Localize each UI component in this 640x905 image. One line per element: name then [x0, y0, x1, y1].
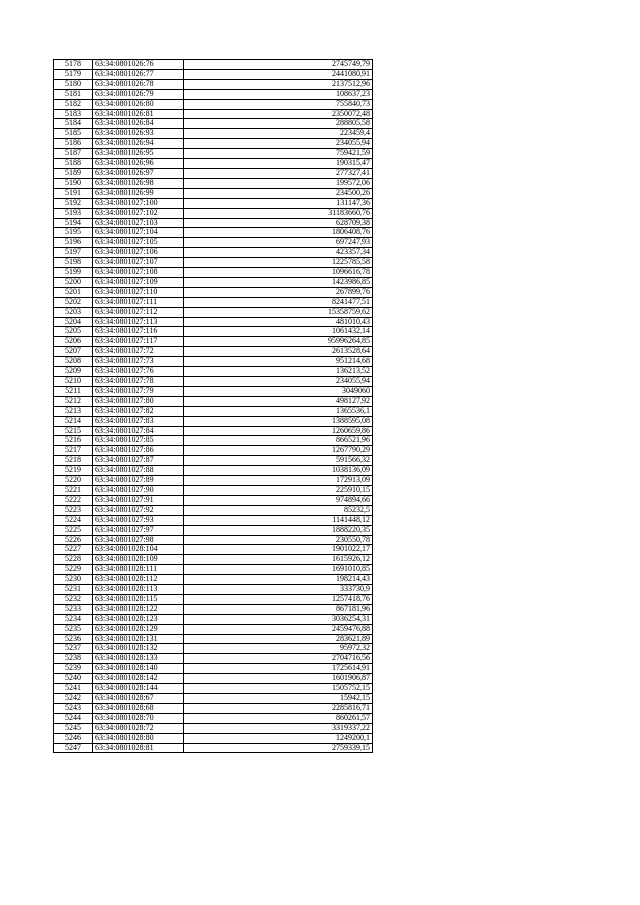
cadastral-number: 63:34:0801026:93	[93, 129, 184, 139]
row-number: 5212	[54, 396, 93, 406]
cadastral-value: 1225785,58	[184, 258, 373, 268]
cadastral-number: 63:34:0801026:98	[93, 178, 184, 188]
table-row	[54, 357, 373, 367]
table-row	[54, 733, 373, 743]
cadastral-number: 63:34:0801027:104	[93, 228, 184, 238]
row-number: 5221	[54, 485, 93, 495]
row-number: 5226	[54, 535, 93, 545]
cadastral-number: 63:34:0801026:99	[93, 188, 184, 198]
cadastral-value: 2759339,15	[184, 743, 373, 753]
cadastral-value: 2137512,96	[184, 79, 373, 89]
cadastral-number: 63:34:0801027:113	[93, 317, 184, 327]
row-number: 5207	[54, 347, 93, 357]
cadastral-value: 860261,57	[184, 713, 373, 723]
cadastral-number: 63:34:0801027:90	[93, 485, 184, 495]
cadastral-number: 63:34:0801028:104	[93, 545, 184, 555]
row-number: 5186	[54, 139, 93, 149]
cadastral-number: 63:34:0801026:79	[93, 89, 184, 99]
table-row	[54, 416, 373, 426]
cadastral-value: 1249200,1	[184, 733, 373, 743]
cadastral-number: 63:34:0801026:78	[93, 79, 184, 89]
cadastral-number: 63:34:0801027:87	[93, 456, 184, 466]
cadastral-number: 63:34:0801027:107	[93, 258, 184, 268]
table-row	[54, 594, 373, 604]
table-row	[54, 119, 373, 129]
table-row	[54, 149, 373, 159]
row-number: 5181	[54, 89, 93, 99]
table-body	[54, 60, 373, 753]
row-number: 5246	[54, 733, 93, 743]
cadastral-value: 234055,94	[184, 377, 373, 387]
table-row	[54, 535, 373, 545]
table-row	[54, 258, 373, 268]
cadastral-number: 63:34:0801028:70	[93, 713, 184, 723]
row-number: 5196	[54, 238, 93, 248]
cadastral-value: 277327,41	[184, 168, 373, 178]
row-number: 5224	[54, 515, 93, 525]
table-row	[54, 575, 373, 585]
row-number: 5239	[54, 664, 93, 674]
table-row	[54, 248, 373, 258]
cadastral-value: 190315,47	[184, 159, 373, 169]
row-number: 5247	[54, 743, 93, 753]
table-row	[54, 614, 373, 624]
row-number: 5200	[54, 277, 93, 287]
cadastral-value: 2704716,56	[184, 654, 373, 664]
row-number: 5230	[54, 575, 93, 585]
cadastral-value: 2459476,88	[184, 624, 373, 634]
row-number: 5178	[54, 60, 93, 70]
table-row	[54, 287, 373, 297]
row-number: 5197	[54, 248, 93, 258]
row-number: 5191	[54, 188, 93, 198]
table-row	[54, 694, 373, 704]
cadastral-number: 63:34:0801028:142	[93, 674, 184, 684]
row-number: 5206	[54, 337, 93, 347]
cadastral-value: 333730,9	[184, 585, 373, 595]
table-row	[54, 228, 373, 238]
cadastral-value: 131147,36	[184, 198, 373, 208]
table-row	[54, 178, 373, 188]
cadastral-value: 1601906,87	[184, 674, 373, 684]
cadastral-value: 95972,32	[184, 644, 373, 654]
row-number: 5218	[54, 456, 93, 466]
cadastral-number: 63:34:0801028:67	[93, 694, 184, 704]
cadastral-value: 423357,34	[184, 248, 373, 258]
table-row	[54, 139, 373, 149]
cadastral-number: 63:34:0801028:144	[93, 684, 184, 694]
cadastral-value: 3319337,22	[184, 723, 373, 733]
cadastral-number: 63:34:0801026:96	[93, 159, 184, 169]
row-number: 5237	[54, 644, 93, 654]
cadastral-number: 63:34:0801027:80	[93, 396, 184, 406]
table-row	[54, 208, 373, 218]
cadastral-number: 63:34:0801028:111	[93, 565, 184, 575]
table-row	[54, 367, 373, 377]
row-number: 5199	[54, 268, 93, 278]
cadastral-value: 199572,06	[184, 178, 373, 188]
row-number: 5235	[54, 624, 93, 634]
cadastral-number: 63:34:0801028:115	[93, 594, 184, 604]
table-row	[54, 89, 373, 99]
cadastral-value: 283621,89	[184, 634, 373, 644]
cadastral-value: 628709,38	[184, 218, 373, 228]
row-number: 5241	[54, 684, 93, 694]
cadastral-value: 866521,96	[184, 436, 373, 446]
table-row	[54, 327, 373, 337]
table-row	[54, 684, 373, 694]
cadastral-number: 63:34:0801027:84	[93, 426, 184, 436]
table-row	[54, 644, 373, 654]
cadastral-value: 3036254,31	[184, 614, 373, 624]
row-number: 5182	[54, 99, 93, 109]
cadastral-value: 31183660,76	[184, 208, 373, 218]
cadastral-value: 85232,5	[184, 505, 373, 515]
row-number: 5202	[54, 297, 93, 307]
cadastral-value: 1806408,76	[184, 228, 373, 238]
cadastral-number: 63:34:0801027:116	[93, 327, 184, 337]
cadastral-value: 1267790,29	[184, 446, 373, 456]
row-number: 5216	[54, 436, 93, 446]
cadastral-value: 288805,58	[184, 119, 373, 129]
cadastral-value: 2350072,48	[184, 109, 373, 119]
row-number: 5179	[54, 69, 93, 79]
cadastral-number: 63:34:0801027:97	[93, 525, 184, 535]
table-row	[54, 406, 373, 416]
table-row	[54, 79, 373, 89]
row-number: 5231	[54, 585, 93, 595]
table-row	[54, 654, 373, 664]
cadastral-number: 63:34:0801028:68	[93, 703, 184, 713]
table-row	[54, 466, 373, 476]
cadastral-number: 63:34:0801026:84	[93, 119, 184, 129]
table-row	[54, 723, 373, 733]
cadastral-number: 63:34:0801027:112	[93, 307, 184, 317]
table-row	[54, 60, 373, 70]
cadastral-number: 63:34:0801027:88	[93, 466, 184, 476]
table-row	[54, 168, 373, 178]
cadastral-value: 15942,15	[184, 694, 373, 704]
cadastral-number: 63:34:0801028:133	[93, 654, 184, 664]
table-row	[54, 505, 373, 515]
cadastral-number: 63:34:0801028:132	[93, 644, 184, 654]
cadastral-number: 63:34:0801028:113	[93, 585, 184, 595]
cadastral-number: 63:34:0801027:93	[93, 515, 184, 525]
cadastral-number: 63:34:0801027:109	[93, 277, 184, 287]
cadastral-value: 234500,26	[184, 188, 373, 198]
cadastral-value: 3049060	[184, 386, 373, 396]
cadastral-value: 234055,94	[184, 139, 373, 149]
cadastral-number: 63:34:0801027:108	[93, 268, 184, 278]
cadastral-number: 63:34:0801027:98	[93, 535, 184, 545]
row-number: 5229	[54, 565, 93, 575]
row-number: 5208	[54, 357, 93, 367]
cadastral-value: 267899,76	[184, 287, 373, 297]
table-row	[54, 377, 373, 387]
cadastral-value: 198214,43	[184, 575, 373, 585]
table-row	[54, 515, 373, 525]
cadastral-number: 63:34:0801027:102	[93, 208, 184, 218]
cadastral-number: 63:34:0801027:92	[93, 505, 184, 515]
cadastral-number: 63:34:0801028:80	[93, 733, 184, 743]
cadastral-value: 1257418,76	[184, 594, 373, 604]
row-number: 5234	[54, 614, 93, 624]
cadastral-value: 1260659,86	[184, 426, 373, 436]
table-row	[54, 109, 373, 119]
row-number: 5214	[54, 416, 93, 426]
row-number: 5210	[54, 377, 93, 387]
cadastral-value: 1725614,91	[184, 664, 373, 674]
cadastral-value: 136213,52	[184, 367, 373, 377]
cadastral-value: 225910,15	[184, 485, 373, 495]
cadastral-value: 172913,09	[184, 476, 373, 486]
table-row	[54, 159, 373, 169]
cadastral-table	[53, 59, 373, 753]
table-row	[54, 743, 373, 753]
row-number: 5222	[54, 495, 93, 505]
cadastral-value: 2285816,71	[184, 703, 373, 713]
cadastral-number: 63:34:0801028:112	[93, 575, 184, 585]
table-row	[54, 585, 373, 595]
cadastral-number: 63:34:0801027:106	[93, 248, 184, 258]
row-number: 5236	[54, 634, 93, 644]
row-number: 5220	[54, 476, 93, 486]
table-row	[54, 565, 373, 575]
table-row	[54, 495, 373, 505]
table-row	[54, 485, 373, 495]
table-row	[54, 218, 373, 228]
row-number: 5242	[54, 694, 93, 704]
row-number: 5203	[54, 307, 93, 317]
cadastral-number: 63:34:0801027:86	[93, 446, 184, 456]
cadastral-value: 15358759,62	[184, 307, 373, 317]
row-number: 5213	[54, 406, 93, 416]
table-row	[54, 347, 373, 357]
table-row	[54, 99, 373, 109]
row-number: 5184	[54, 119, 93, 129]
cadastral-value: 481010,43	[184, 317, 373, 327]
row-number: 5219	[54, 466, 93, 476]
cadastral-value: 230550,78	[184, 535, 373, 545]
row-number: 5198	[54, 258, 93, 268]
cadastral-value: 1388595,08	[184, 416, 373, 426]
cadastral-number: 63:34:0801027:83	[93, 416, 184, 426]
cadastral-value: 108637,23	[184, 89, 373, 99]
table-row	[54, 307, 373, 317]
cadastral-number: 63:34:0801028:131	[93, 634, 184, 644]
row-number: 5189	[54, 168, 93, 178]
cadastral-number: 63:34:0801027:103	[93, 218, 184, 228]
table-row	[54, 674, 373, 684]
cadastral-value: 1901022,17	[184, 545, 373, 555]
table-row	[54, 555, 373, 565]
row-number: 5211	[54, 386, 93, 396]
cadastral-value: 2613528,64	[184, 347, 373, 357]
table-row	[54, 634, 373, 644]
cadastral-value: 1888220,35	[184, 525, 373, 535]
table-row	[54, 129, 373, 139]
cadastral-number: 63:34:0801027:105	[93, 238, 184, 248]
cadastral-number: 63:34:0801027:79	[93, 386, 184, 396]
row-number: 5238	[54, 654, 93, 664]
row-number: 5225	[54, 525, 93, 535]
cadastral-value: 2441080,91	[184, 69, 373, 79]
table-row	[54, 624, 373, 634]
table-row	[54, 69, 373, 79]
cadastral-value: 223459,4	[184, 129, 373, 139]
cadastral-number: 63:34:0801027:72	[93, 347, 184, 357]
cadastral-value: 1141448,12	[184, 515, 373, 525]
cadastral-number: 63:34:0801028:123	[93, 614, 184, 624]
cadastral-value: 1038136,09	[184, 466, 373, 476]
row-number: 5180	[54, 79, 93, 89]
row-number: 5194	[54, 218, 93, 228]
cadastral-number: 63:34:0801026:97	[93, 168, 184, 178]
cadastral-value: 498127,92	[184, 396, 373, 406]
cadastral-number: 63:34:0801028:109	[93, 555, 184, 565]
row-number: 5227	[54, 545, 93, 555]
table-row	[54, 337, 373, 347]
cadastral-value: 755840,73	[184, 99, 373, 109]
cadastral-number: 63:34:0801026:80	[93, 99, 184, 109]
cadastral-value: 1691010,85	[184, 565, 373, 575]
row-number: 5185	[54, 129, 93, 139]
row-number: 5188	[54, 159, 93, 169]
cadastral-value: 759421,59	[184, 149, 373, 159]
table-row	[54, 268, 373, 278]
cadastral-number: 63:34:0801027:82	[93, 406, 184, 416]
table-row	[54, 525, 373, 535]
table-row	[54, 703, 373, 713]
cadastral-number: 63:34:0801027:117	[93, 337, 184, 347]
table-row	[54, 446, 373, 456]
row-number: 5201	[54, 287, 93, 297]
row-number: 5209	[54, 367, 93, 377]
cadastral-number: 63:34:0801028:122	[93, 604, 184, 614]
row-number: 5204	[54, 317, 93, 327]
row-number: 5193	[54, 208, 93, 218]
table-row	[54, 436, 373, 446]
row-number: 5245	[54, 723, 93, 733]
row-number: 5243	[54, 703, 93, 713]
cadastral-value: 951214,68	[184, 357, 373, 367]
cadastral-value: 8241477,51	[184, 297, 373, 307]
table-row	[54, 317, 373, 327]
cadastral-number: 63:34:0801027:110	[93, 287, 184, 297]
table-row	[54, 545, 373, 555]
table-row	[54, 198, 373, 208]
cadastral-value: 867181,96	[184, 604, 373, 614]
row-number: 5240	[54, 674, 93, 684]
table-row	[54, 604, 373, 614]
table-row	[54, 238, 373, 248]
row-number: 5205	[54, 327, 93, 337]
cadastral-number: 63:34:0801027:76	[93, 367, 184, 377]
row-number: 5217	[54, 446, 93, 456]
table-row	[54, 426, 373, 436]
cadastral-value: 2745749,79	[184, 60, 373, 70]
table-row	[54, 456, 373, 466]
cadastral-number: 63:34:0801026:81	[93, 109, 184, 119]
cadastral-number: 63:34:0801026:76	[93, 60, 184, 70]
row-number: 5190	[54, 178, 93, 188]
cadastral-number: 63:34:0801027:100	[93, 198, 184, 208]
row-number: 5183	[54, 109, 93, 119]
cadastral-value: 1061432,14	[184, 327, 373, 337]
cadastral-number: 63:34:0801028:129	[93, 624, 184, 634]
table-row	[54, 713, 373, 723]
row-number: 5244	[54, 713, 93, 723]
table-row	[54, 297, 373, 307]
cadastral-number: 63:34:0801028:81	[93, 743, 184, 753]
cadastral-number: 63:34:0801026:77	[93, 69, 184, 79]
table-row	[54, 386, 373, 396]
cadastral-value: 974894,66	[184, 495, 373, 505]
cadastral-value: 1096616,78	[184, 268, 373, 278]
cadastral-number: 63:34:0801027:85	[93, 436, 184, 446]
cadastral-number: 63:34:0801028:140	[93, 664, 184, 674]
table-row	[54, 664, 373, 674]
cadastral-value: 1423986,85	[184, 277, 373, 287]
cadastral-number: 63:34:0801028:72	[93, 723, 184, 733]
cadastral-number: 63:34:0801027:78	[93, 377, 184, 387]
cadastral-number: 63:34:0801027:91	[93, 495, 184, 505]
cadastral-value-sheet	[53, 59, 373, 753]
table-row	[54, 188, 373, 198]
cadastral-number: 63:34:0801027:111	[93, 297, 184, 307]
row-number: 5192	[54, 198, 93, 208]
cadastral-number: 63:34:0801026:94	[93, 139, 184, 149]
cadastral-value: 95996264,85	[184, 337, 373, 347]
table-row	[54, 396, 373, 406]
row-number: 5223	[54, 505, 93, 515]
row-number: 5187	[54, 149, 93, 159]
cadastral-number: 63:34:0801027:73	[93, 357, 184, 367]
cadastral-value: 591566,32	[184, 456, 373, 466]
cadastral-value: 1365536,1	[184, 406, 373, 416]
row-number: 5228	[54, 555, 93, 565]
row-number: 5195	[54, 228, 93, 238]
row-number: 5232	[54, 594, 93, 604]
cadastral-number: 63:34:0801026:95	[93, 149, 184, 159]
cadastral-value: 1615926,12	[184, 555, 373, 565]
row-number: 5215	[54, 426, 93, 436]
table-row	[54, 476, 373, 486]
cadastral-value: 697247,93	[184, 238, 373, 248]
row-number: 5233	[54, 604, 93, 614]
cadastral-number: 63:34:0801027:89	[93, 476, 184, 486]
table-row	[54, 277, 373, 287]
cadastral-value: 1505752,15	[184, 684, 373, 694]
